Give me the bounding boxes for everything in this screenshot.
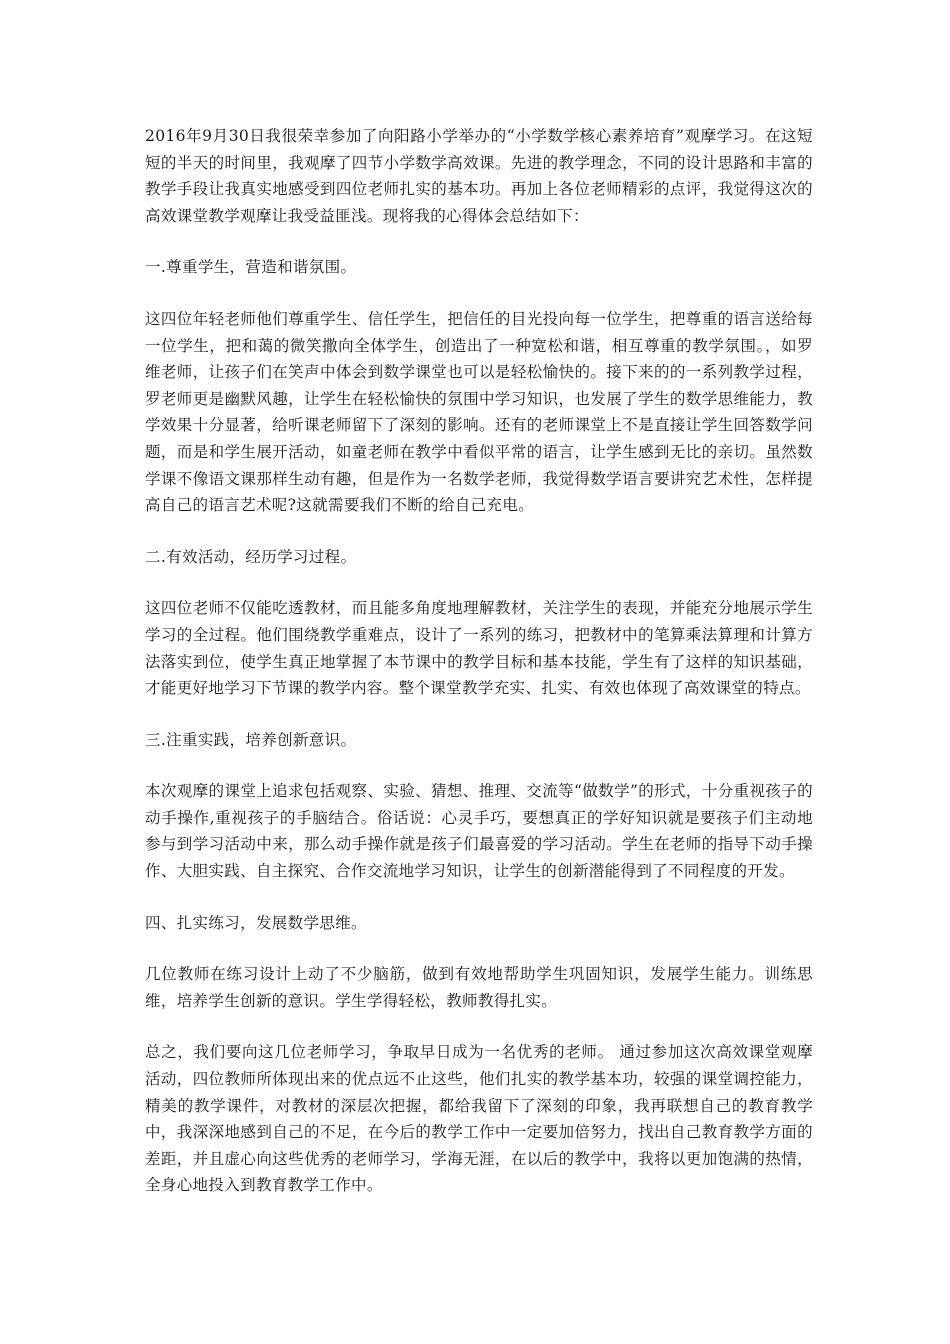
conclusion-paragraph: 总之，我们要向这几位老师学习，争取早日成为一名优秀的老师。 通过参加这次高效课堂观摩活动，四位教师所体现出来的优点远不止这些，他们扎实的教学基本功，较强的课堂调控能力，精美的教学课件，对教材的深层次把握，都给我留下了深刻的印象，我再联想自己的教育教学中，我深深地感到自己的不足，在今后的教学工作中一定要加倍努力，找出自己教育教学方面的差距，并且虚心向这些优秀的老师学习，学海无涯，在以后的教学中，我将以更加饱满的热情，全身心地投入到教育教学工作中。 bbox=[145, 1043, 813, 1195]
intro-paragraph: 2016年9月30日我很荣幸参加了向阳路小学举办的“小学数学核心素养培育”观摩学习。在这短短的半天的时间里，我观摩了四节小学数学高效课。先进的教学理念，不同的设计思路和丰富的教学手段让我真实地感受到四位老师扎实的基本功。再加上各位老师精彩的点评，我觉得这次的高效课堂教学观摩让我受益匪浅。现将我的心得体会总结如下： bbox=[145, 127, 813, 225]
section-heading-4: 四、扎实练习，发展数学思维。 bbox=[145, 913, 367, 932]
section-body-4: 几位教师在练习设计上动了不少脑筋，做到有效地帮助学生巩固知识，发展学生能力。训练思维，培养学生创新的意识。学生学得轻松，教师教得扎实。 bbox=[145, 965, 813, 1010]
document-body bbox=[145, 123, 813, 1224]
section-heading-1: 一.尊重学生，营造和谐氛围。 bbox=[145, 258, 357, 277]
section-heading-2: 二.有效活动，经历学习过程。 bbox=[145, 547, 357, 566]
section-heading-3: 三.注重实践，培养创新意识。 bbox=[145, 730, 357, 749]
section-body-3: 本次观摩的课堂上追求包括观察、实验、猜想、推理、交流等“做数学”的形式，十分重视孩子的动手操作,重视孩子的手脑结合。俗话说：心灵手巧，要想真正的学好知识就是要孩子们主动地参与到学习活动中来，那么动手操作就是孩子们最喜爱的学习活动。学生在老师的指导下动手操作、大胆实践、自主探究、合作交流地学习知识，让学生的创新潜能得到了不同程度的开发。 bbox=[145, 782, 813, 881]
section-body-2: 这四位老师不仅能吃透教材，而且能多角度地理解教材，关注学生的表现，并能充分地展示学生学习的全过程。他们围绕教学重难点，设计了一系列的练习，把教材中的笔算乘法算理和计算方法落实到位，使学生真正地掌握了本节课中的教学目标和基本技能，学生有了这样的知识基础，才能更好地学习下节课的教学内容。整个课堂教学充实、扎实、有效也体现了高效课堂的特点。 bbox=[145, 599, 813, 698]
section-body-1: 这四位年轻老师他们尊重学生、信任学生，把信任的目光投向每一位学生，把尊重的语言送给每一位学生，把和蔼的微笑撒向全体学生，创造出了一种宽松和谐，相互尊重的教学氛围。，如罗维老师，让孩子们在笑声中体会到数学课堂也可以是轻松愉快的。接下来的的一系列教学过程，罗老师更是幽默风趣，让学生在轻松愉快的氛围中学习知识，也发展了学生的数学思维能力，教学效果十分显著，给听课老师留下了深刻的影响。还有的老师课堂上不是直接让学生回答数学问题，而是和学生展开活动，如童老师在教学中看似平常的语言，让学生感到无比的亲切。虽然数学课不像语文课那样生动有趣，但是作为一名数学老师，我觉得数学语言要讲究艺术性，怎样提高自己的语言艺术呢?这就需要我们不断的给自己充电。 bbox=[145, 309, 813, 515]
